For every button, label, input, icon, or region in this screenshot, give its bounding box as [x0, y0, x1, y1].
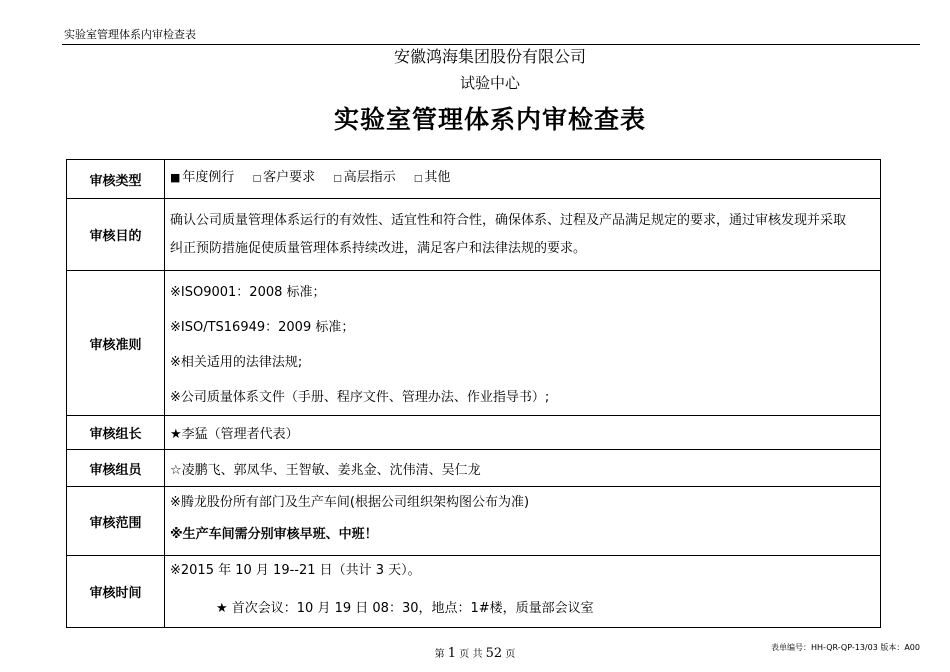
time-line-2: ★ 首次会议：10 月 19 日 08：30，地点：1#楼，质量部会议室: [216, 601, 594, 616]
page-suffix: 页: [505, 649, 516, 660]
option-other-checkbox[interactable]: □: [413, 174, 423, 184]
option-management-label: 高层指示: [343, 170, 396, 185]
audit-criteria-label: 审核准则: [67, 271, 165, 416]
purpose-line-1: 确认公司质量管理体系运行的有效性、适宜性和符合性，确保体系、过程及产品满足规定的要求，通过审核发现并采取: [170, 213, 847, 228]
company-name: 安徽鸿海集团股份有限公司: [393, 47, 586, 66]
time-line-1: ※2015 年 10 月 19--21 日（共计 3 天）。: [170, 563, 421, 578]
audit-criteria-content: [165, 271, 881, 416]
page-middle: 页 共: [459, 649, 483, 660]
criteria-item: ※相关适用的法律法规;: [170, 355, 303, 370]
center-name: 试验中心: [459, 74, 520, 92]
row-audit-type: [67, 160, 881, 199]
audit-time-content: [165, 556, 881, 628]
row-audit-criteria: [67, 271, 881, 416]
audit-purpose-content: [165, 199, 881, 271]
audit-leader-label: 审核组长: [67, 416, 165, 450]
audit-type-label: 审核类型: [67, 160, 165, 199]
row-audit-leader: [67, 416, 881, 450]
criteria-item: ※ISO/TS16949：2009 标准；: [170, 320, 355, 335]
scope-line-2: ※生产车间需分别审核早班、中班！: [170, 527, 378, 542]
audit-purpose-label: 审核目的: [67, 199, 165, 271]
audit-scope-content: [165, 487, 881, 556]
option-other-label: 其他: [424, 170, 451, 185]
purpose-line-2: 纠正预防措施促使质量管理体系持续改进，满足客户和法律法规的要求。: [170, 241, 587, 256]
option-customer-label: 客户要求: [263, 170, 316, 185]
option-annual-checkbox[interactable]: ■: [170, 171, 181, 184]
document-title: 实验室管理体系内审检查表: [333, 105, 646, 134]
row-audit-scope: [67, 487, 881, 556]
page-total: 52: [485, 646, 503, 661]
option-management-checkbox[interactable]: □: [333, 174, 342, 184]
scope-line-1: ※腾龙股份所有部门及生产车间(根据公司组织架构图公布为准): [170, 495, 530, 510]
audit-leader-value: ★李猛（管理者代表）: [165, 416, 881, 450]
criteria-item: ※ISO9001：2008 标准；: [170, 285, 326, 300]
option-customer-checkbox[interactable]: □: [252, 174, 262, 184]
page-current: 1: [447, 646, 457, 661]
audit-members-value: ☆凌鹏飞、郭凤华、王智敏、姜兆金、沈伟清、吴仁龙: [165, 450, 881, 487]
audit-members-label: 审核组员: [67, 450, 165, 487]
row-audit-purpose: [67, 199, 881, 271]
page-prefix: 第: [434, 649, 445, 660]
criteria-item: ※公司质量体系文件（手册、程序文件、管理办法、作业指导书）;: [170, 390, 550, 405]
row-audit-time: [67, 556, 881, 628]
running-header-title: 实验室管理体系内审检查表: [64, 28, 196, 41]
audit-checklist-table: [66, 159, 881, 628]
form-code: 表单编号：HH-QR-QP-13/03 版本：A00: [770, 643, 920, 652]
audit-scope-label: 审核范围: [67, 487, 165, 556]
audit-type-options: [165, 160, 881, 199]
audit-time-label: 审核时间: [67, 556, 165, 628]
option-annual-label: 年度例行: [182, 170, 235, 185]
row-audit-members: [67, 450, 881, 487]
